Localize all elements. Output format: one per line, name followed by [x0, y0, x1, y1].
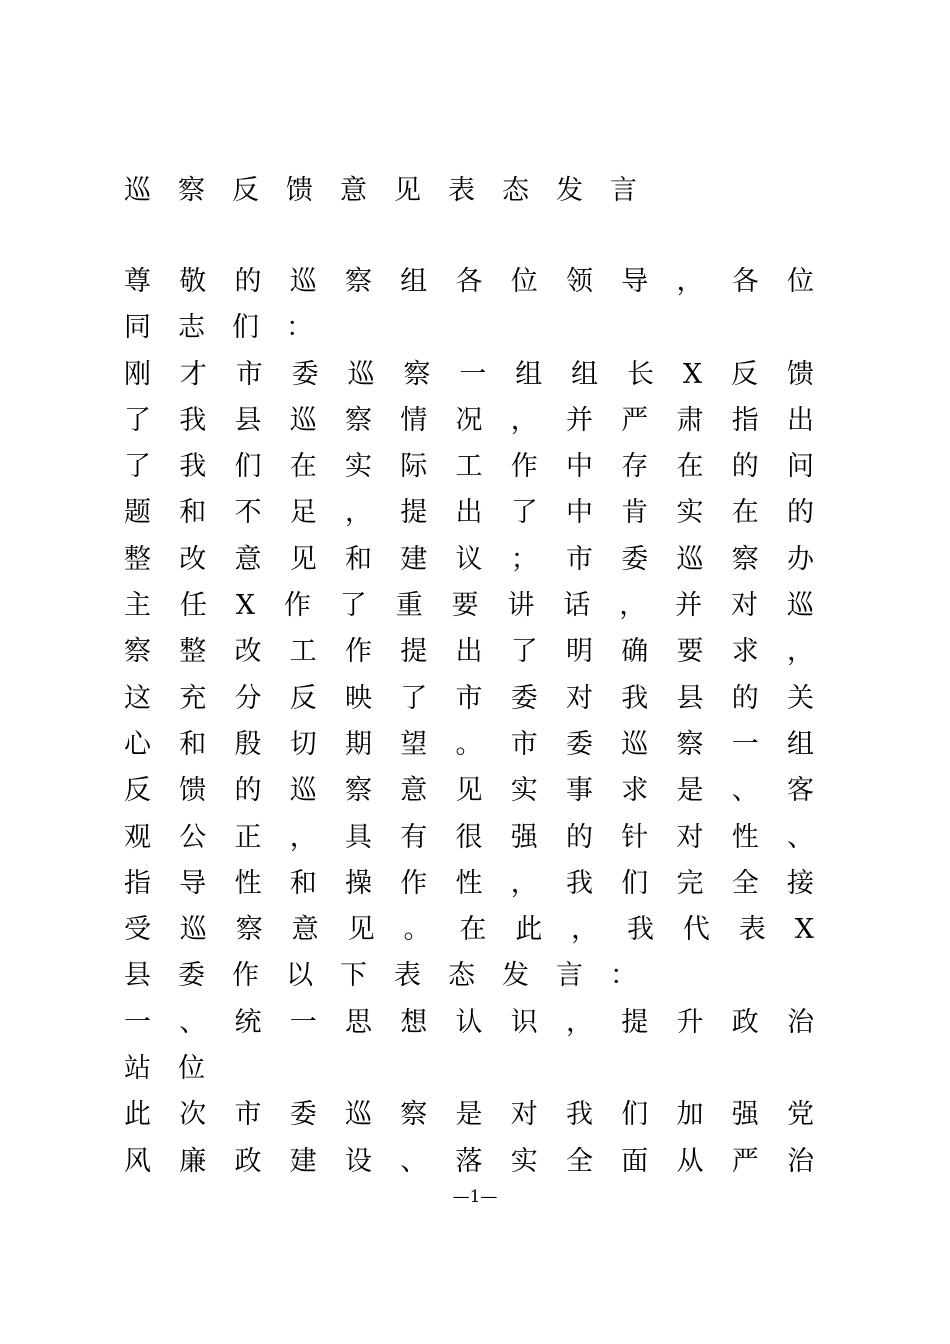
document-title: 巡察反馈意见表态发言 [124, 175, 664, 206]
text-line: 这 充 分 反 映 了 市 委 对 我 县 的 关 [124, 682, 814, 714]
text-line: 反 馈 的 巡 察 意 见 实 事 求 是 、 客 [124, 775, 814, 807]
text-line: 受 巡 察 意 见 。 在 此 ， 我 代 表 X [124, 914, 814, 946]
text-line: 整 改 意 见 和 建 议 ； 市 委 巡 察 办 [124, 543, 814, 575]
document-body [124, 259, 814, 1185]
text-line: 了 我 们 在 实 际 工 作 中 存 在 的 问 [124, 451, 814, 483]
text-line: 一 、 统 一 思 想 认 识 ， 提 升 政 治 [124, 1006, 814, 1038]
text-line: 县 委 作 以 下 表 态 发 言 ： [124, 960, 637, 992]
text-line: 心 和 殷 切 期 望 。 市 委 巡 察 一 组 [124, 728, 814, 760]
text-line: 观 公 正 ， 具 有 很 强 的 针 对 性 、 [124, 821, 814, 853]
text-line: 尊 敬 的 巡 察 组 各 位 领 导 ， 各 位 [124, 266, 814, 297]
text-line: 指 导 性 和 操 作 性 ， 我 们 完 全 接 [124, 867, 814, 899]
text-line: 察 整 改 工 作 提 出 了 明 确 要 求 ， [124, 636, 814, 668]
text-line: 此 次 市 委 巡 察 是 对 我 们 加 强 党 [124, 1099, 814, 1131]
text-line: 同 志 们 ： [124, 312, 313, 344]
text-line: 风 廉 政 建 设 、 落 实 全 面 从 严 治 [124, 1145, 814, 1177]
text-line: 主 任 X 作 了 重 要 讲 话 ， 并 对 巡 [124, 590, 814, 622]
text-line: 了 我 县 巡 察 情 况 ， 并 严 肃 指 出 [124, 404, 814, 436]
page-number: —1— [452, 1187, 498, 1207]
text-line: 站 位 [124, 1053, 205, 1085]
text-line: 题 和 不 足 ， 提 出 了 中 肯 实 在 的 [124, 497, 814, 529]
text-line: 刚 才 市 委 巡 察 一 组 组 长 X 反 馈 [124, 358, 814, 390]
